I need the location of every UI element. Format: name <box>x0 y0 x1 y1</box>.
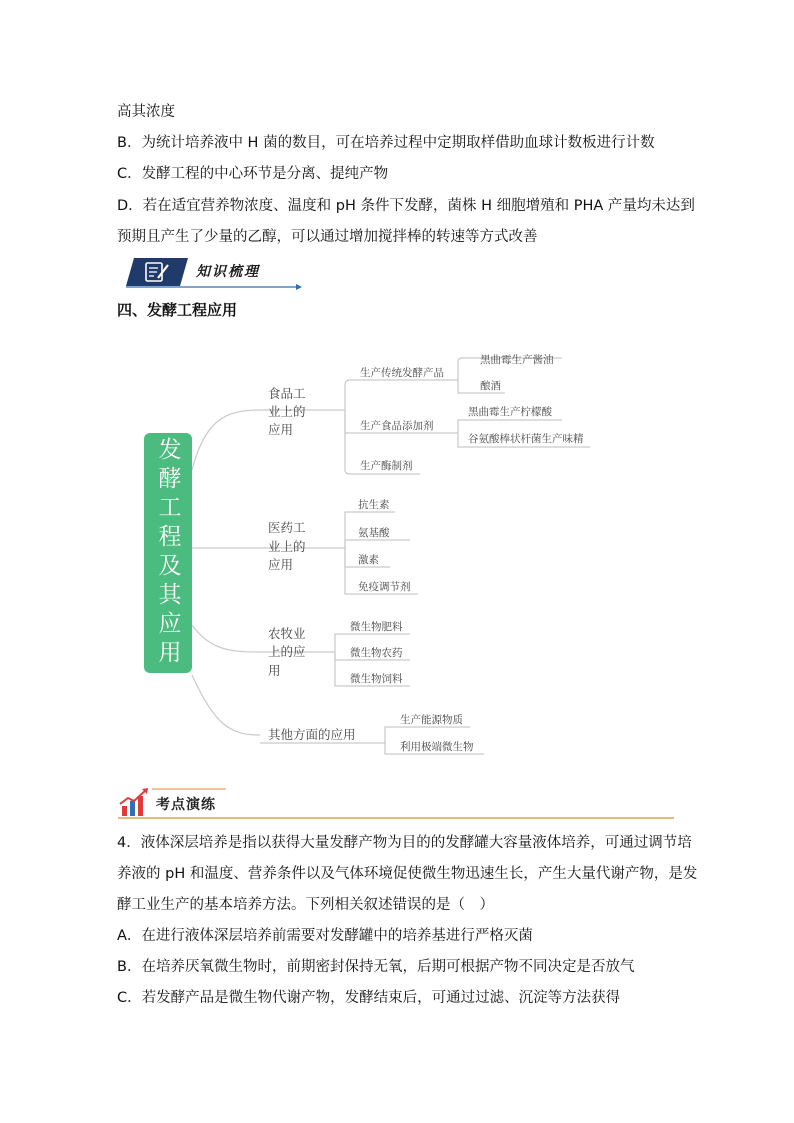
knowledge-banner-label: 知识梳理 <box>196 264 260 280</box>
node-amino-acid: 氨基酸 <box>358 527 390 539</box>
node-hormone: 激素 <box>358 554 379 566</box>
node-traditional: 生产传统发酵产品 <box>360 367 444 379</box>
node-feed: 微生物饲料 <box>350 673 403 685</box>
option-a: A．在进行液体深层培养前需要对发酵罐中的培养基进行严格灭菌 <box>117 928 533 944</box>
branch-agri-line2: 上的应 <box>268 644 306 659</box>
node-fertilizer: 微生物肥料 <box>350 621 403 633</box>
node-wine: 酿酒 <box>480 380 501 392</box>
branch-medicine-line2: 业上的 <box>268 539 306 554</box>
node-additive: 生产食品添加剂 <box>360 420 434 432</box>
option-c: C．发酵工程的中心环节是分离、提纯产物 <box>117 166 389 182</box>
practice-banner <box>118 786 674 820</box>
practice-banner-label: 考点演练 <box>156 797 216 813</box>
branch-agri-line3: 用 <box>268 663 281 678</box>
node-extreme: 利用极端微生物 <box>400 741 474 753</box>
option-d-cont: 预期且产生了少量的乙醇，可以通过增加搅拌棒的转速等方式改善 <box>117 229 538 245</box>
node-citric-acid: 黑曲霉生产柠檬酸 <box>468 406 552 418</box>
branch-food-line1: 食品工 <box>268 386 306 401</box>
section-heading: 四、发酵工程应用 <box>117 301 238 319</box>
mind-map-root <box>144 433 192 673</box>
question-4-line3: 酵工业生产的基本培养方法。下列相关叙述错误的是（ ） <box>117 897 494 913</box>
branch-other: 其他方面的应用 <box>268 727 356 742</box>
text-line: 高其浓度 <box>117 104 175 120</box>
branch-medicine-line3: 应用 <box>268 557 294 572</box>
node-pesticide: 微生物农药 <box>350 647 403 659</box>
node-enzyme: 生产酶制剂 <box>360 460 413 472</box>
branch-food-line3: 应用 <box>268 422 294 437</box>
mind-map-root-label: 发酵工程及其应用 <box>154 437 181 669</box>
node-antibiotic: 抗生素 <box>358 499 390 511</box>
branch-agri-line1: 农牧业 <box>268 626 306 641</box>
option-c2: C．若发酵产品是微生物代谢产物，发酵结束后，可通过过滤、沉淀等方法获得 <box>117 990 621 1006</box>
question-4-line2: 养液的 pH 和温度、营养条件以及气体环境促使微生物迅速生长，产生大量代谢产物，是发 <box>117 866 698 882</box>
branch-food-line2: 业上的 <box>268 404 306 419</box>
option-b: B．为统计培养液中 H 菌的数目，可在培养过程中定期取样借助血球计数板进行计数 <box>117 135 655 151</box>
node-msg: 谷氨酸棒状杆菌生产味精 <box>468 433 584 445</box>
question-4-line1: 4．液体深层培养是指以获得大量发酵产物为目的的发酵罐大容量液体培养，可通过调节培 <box>117 835 692 851</box>
option-b2: B．在培养厌氧微生物时，前期密封保持无氧，后期可根据产物不同决定是否放气 <box>117 959 635 975</box>
branch-medicine-line1: 医药工 <box>268 520 306 535</box>
option-d: D．若在适宜营养物浓度、温度和 pH 条件下发酵，菌株 H 细胞增殖和 PHA 产量均未达到 <box>117 198 695 214</box>
node-energy: 生产能源物质 <box>400 714 463 726</box>
node-immune: 免疫调节剂 <box>358 581 411 593</box>
node-soy-sauce: 黑曲霉生产酱油 <box>480 354 554 366</box>
bar-chart-arrow-icon <box>120 788 148 816</box>
